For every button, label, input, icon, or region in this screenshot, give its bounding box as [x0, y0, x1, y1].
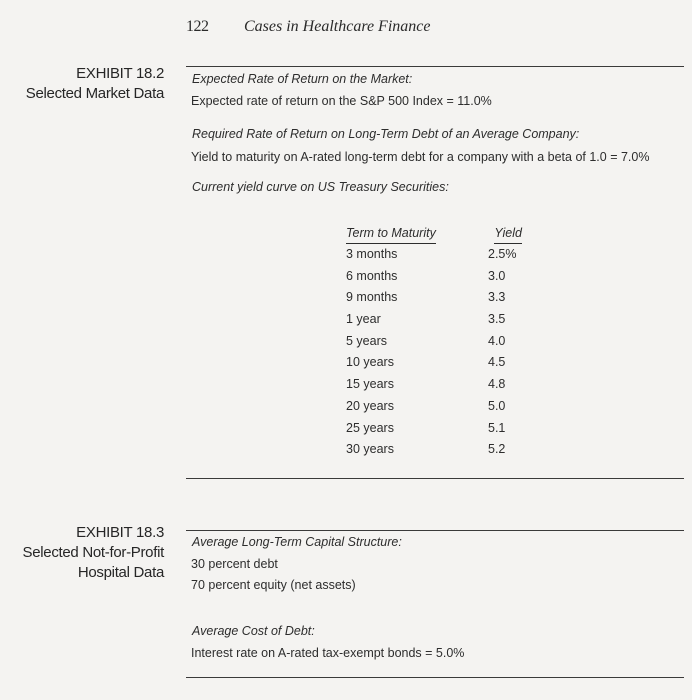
term-cell: 30 years [346, 442, 394, 457]
table-row [346, 331, 528, 353]
term-cell: 9 months [346, 290, 398, 305]
yield-cell: 3.0 [488, 268, 506, 283]
table-row [346, 396, 528, 418]
exhibit-18-2-label [26, 64, 164, 104]
capital-structure-heading: Average Long-Term Capital Structure: [192, 535, 402, 549]
cost-of-debt-line: Interest rate on A-rated tax-exempt bonds = 5.0% [191, 646, 465, 660]
yield-cell: 5.1 [488, 420, 506, 435]
exhibit-18-2-bottom-rule [186, 478, 684, 479]
yield-cell: 4.8 [488, 377, 506, 392]
exhibit-18-2-caption: Selected Market Data [25, 85, 164, 102]
yield-cell: 4.5 [488, 355, 506, 370]
yield-cell: 3.5 [488, 312, 506, 327]
term-cell: 20 years [346, 398, 394, 413]
exhibit-18-3-top-rule [186, 530, 684, 531]
table-row [346, 352, 528, 374]
page-number: 122 [186, 18, 209, 35]
table-row [346, 439, 528, 461]
yield-cell: 5.2 [488, 442, 506, 457]
term-cell: 3 months [346, 247, 398, 261]
exhibit-18-2-number: EXHIBIT 18.2 [76, 65, 164, 82]
exhibit-18-2-top-rule [186, 66, 684, 67]
table-row [346, 287, 528, 309]
table-row [346, 309, 528, 331]
exhibit-18-3-bottom-rule [186, 677, 684, 678]
table-row [346, 374, 528, 396]
exhibit-18-3-caption-line2: Hospital Data [77, 564, 164, 581]
exhibit-18-3-caption-line1: Selected Not-for-Profit [22, 544, 164, 561]
term-cell: 25 years [346, 420, 394, 435]
debt-return-line: Yield to maturity on A-rated long-term debt for a company with a beta of 1.0 = 7.0% [191, 150, 650, 164]
term-cell: 1 year [346, 312, 381, 327]
term-cell: 15 years [346, 377, 394, 392]
yield-cell: 2.5% [488, 247, 517, 261]
yield-curve-heading: Current yield curve on US Treasury Securities: [192, 180, 449, 194]
yield-cell: 5.0 [488, 398, 506, 413]
table-row [346, 418, 528, 440]
yield-table-body [346, 244, 528, 461]
capital-structure-equity: 70 percent equity (net assets) [191, 578, 356, 592]
term-cell: 5 years [346, 333, 387, 348]
cost-of-debt-heading: Average Cost of Debt: [192, 624, 315, 638]
yield-table-header [346, 226, 528, 244]
exhibit-18-3-label [23, 523, 165, 583]
book-title: Cases in Healthcare Finance [244, 18, 431, 35]
market-return-heading: Expected Rate of Return on the Market: [192, 72, 413, 86]
term-cell: 10 years [346, 355, 394, 370]
capital-structure-debt: 30 percent debt [191, 557, 278, 571]
table-row [346, 266, 528, 288]
yield-cell: 4.0 [488, 333, 506, 348]
term-column-header: Term to Maturity [346, 226, 436, 244]
debt-return-heading: Required Rate of Return on Long-Term Debt of an Average Company: [192, 127, 580, 141]
exhibit-18-3-number: EXHIBIT 18.3 [76, 524, 164, 541]
yield-curve-table [346, 226, 528, 461]
yield-column-header: Yield [494, 226, 522, 244]
market-return-line: Expected rate of return on the S&P 500 Index = 11.0% [191, 94, 492, 108]
yield-cell: 3.3 [488, 290, 506, 305]
table-row [346, 244, 528, 266]
term-cell: 6 months [346, 268, 398, 283]
